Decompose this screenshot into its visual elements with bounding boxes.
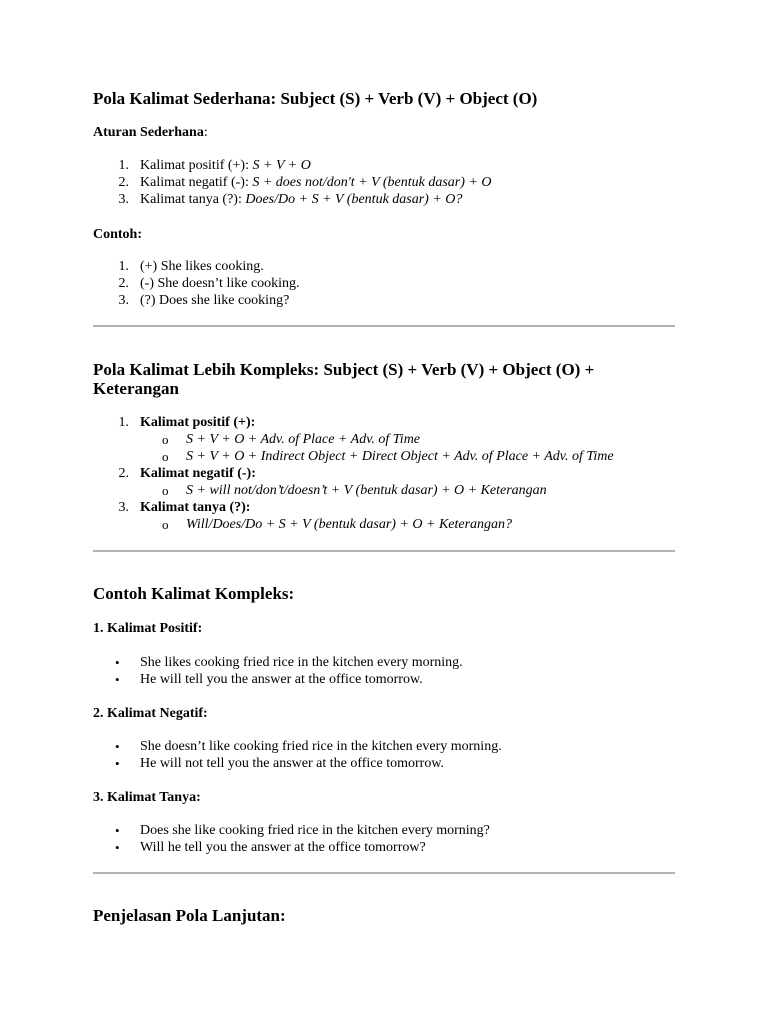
circle-bullet-icon: o — [162, 432, 169, 447]
group-heading-label: 2. Kalimat Negatif: — [93, 706, 208, 721]
list-item-text: He will tell you the answer at the office tomorrow. — [140, 672, 423, 687]
list-item-text: Will he tell you the answer at the office tomorrow? — [140, 840, 426, 855]
list-item-text: Does she like cooking fried rice in the kitchen every morning? — [140, 823, 490, 838]
section-title-advanced-explanation: Penjelasan Pola Lanjutan: — [93, 906, 286, 925]
pattern-formula: S + V + O + Indirect Object + Direct Object + Adv. of Place + Adv. of Time — [186, 449, 614, 464]
list-item-text: He will not tell you the answer at the office tomorrow. — [140, 756, 445, 771]
group-heading-negative — [93, 705, 208, 722]
circle-bullet-icon: o — [162, 483, 169, 498]
rule-formula: S + does not/don't + V (bentuk dasar) + O — [252, 175, 492, 190]
rules-heading — [93, 124, 208, 141]
example-text: (-) She doesn’t like cooking. — [140, 276, 300, 291]
bullet-icon: • — [115, 655, 120, 670]
horizontal-rule — [93, 325, 675, 327]
pattern-formula: Will/Does/Do + S + V (bentuk dasar) + O + Keterangan? — [186, 517, 513, 532]
section-title-complex-examples: Contoh Kalimat Kompleks: — [93, 584, 295, 603]
example-number: 2. — [118, 276, 129, 291]
examples-heading-label: Contoh: — [93, 227, 143, 242]
rule-text — [140, 191, 462, 208]
section-title-simple-pattern: Pola Kalimat Sederhana: Subject (S) + Verb (V) + Object (O) — [93, 89, 538, 108]
horizontal-rule — [93, 872, 675, 874]
horizontal-rule — [93, 550, 675, 552]
rule-number: 1. — [118, 158, 129, 173]
pattern-label: Kalimat positif (+): — [140, 415, 256, 430]
rule-text — [140, 157, 311, 174]
circle-bullet-icon: o — [162, 449, 169, 464]
group-heading-label: 1. Kalimat Positif: — [93, 621, 203, 636]
bullet-icon: • — [115, 739, 120, 754]
group-heading-positive — [93, 620, 202, 637]
pattern-label: Kalimat negatif (-): — [140, 466, 256, 481]
rule-text — [140, 174, 491, 191]
rule-number: 3. — [118, 192, 129, 207]
rule-formula: S + V + O — [252, 158, 311, 173]
examples-heading — [93, 226, 142, 243]
rules-heading-label: Aturan Sederhana — [93, 125, 204, 140]
section-title-complex-pattern-line1: Pola Kalimat Lebih Kompleks: Subject (S) + Verb (V) + Object (O) + — [93, 360, 595, 379]
example-number: 1. — [118, 259, 129, 274]
pattern-number: 2. — [118, 466, 129, 481]
list-item-text: She likes cooking fried rice in the kitchen every morning. — [140, 655, 463, 670]
rules-heading-colon: : — [203, 125, 208, 140]
pattern-formula: S + will not/don’t/doesn’t + V (bentuk dasar) + O + Keterangan — [186, 483, 547, 498]
rule-label: Kalimat tanya (?): — [140, 192, 246, 207]
bullet-icon: • — [115, 756, 120, 771]
pattern-formula: S + V + O + Adv. of Place + Adv. of Time — [186, 432, 421, 447]
bullet-icon: • — [115, 823, 120, 838]
rule-label: Kalimat negatif (-): — [140, 175, 253, 190]
pattern-number: 1. — [118, 415, 129, 430]
rule-label: Kalimat positif (+): — [140, 158, 253, 173]
example-text: (?) Does she like cooking? — [140, 293, 290, 308]
pattern-number: 3. — [118, 500, 129, 515]
pattern-label: Kalimat tanya (?): — [140, 500, 251, 515]
section-title-complex-pattern-line2: Keterangan — [93, 379, 179, 398]
circle-bullet-icon: o — [162, 517, 169, 532]
example-text: (+) She likes cooking. — [140, 259, 264, 274]
rule-number: 2. — [118, 175, 129, 190]
bullet-icon: • — [115, 672, 120, 687]
example-number: 3. — [118, 293, 129, 308]
group-heading-label: 3. Kalimat Tanya: — [93, 790, 201, 805]
rule-formula: Does/Do + S + V (bentuk dasar) + O? — [245, 192, 463, 207]
list-item-text: She doesn’t like cooking fried rice in the kitchen every morning. — [140, 739, 502, 754]
group-heading-question — [93, 789, 201, 806]
bullet-icon: • — [115, 840, 120, 855]
